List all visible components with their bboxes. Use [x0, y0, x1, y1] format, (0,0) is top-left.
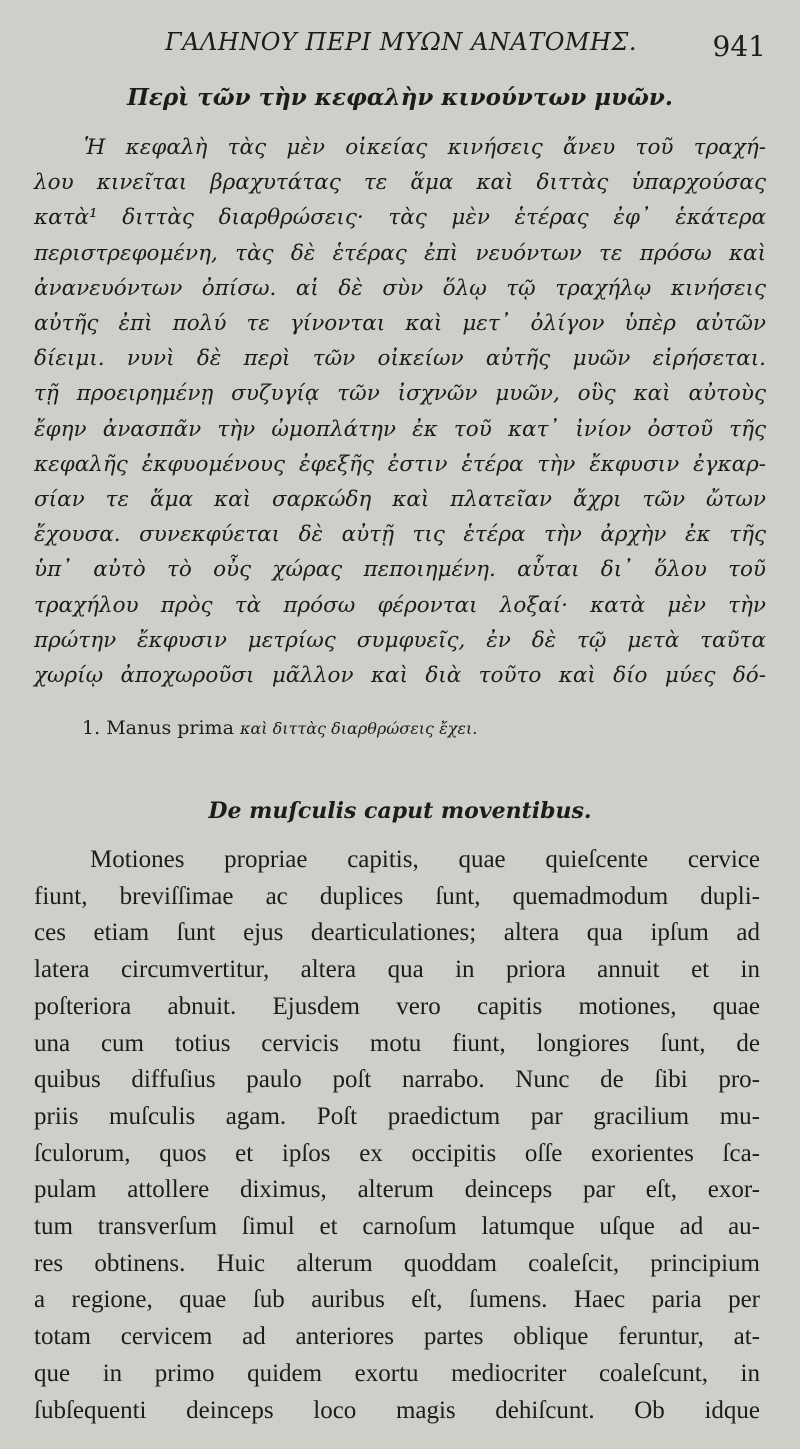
greek-line: δίειμι. νυνὶ δὲ περὶ τῶν οἰκείων αὐτῆς μυῶν εἰρήσεται.	[34, 346, 766, 372]
latin-line: que in primo quidem exortu mediocriter coaleſcunt, in	[34, 1359, 760, 1387]
greek-line: ἔχουσα. συνεκφύεται δὲ αὐτῇ τις ἑτέρα τὴν ἀρχὴν ἐκ τῆς	[34, 522, 766, 548]
latin-line: pulam attollere diximus, alterum deinceps par eſt, exor-	[34, 1176, 760, 1204]
latin-line: tum transverſum ſimul et carnoſum latumque uſque ad au-	[34, 1213, 760, 1241]
greek-line: χωρίῳ ἀποχωροῦσι μᾶλλον καὶ διὰ τοῦτο καὶ δίο μύες δό-	[34, 663, 766, 689]
greek-line: Ἡ κεφαλὴ τὰς μὲν οἰκείας κινήσεις ἄνευ τοῦ τραχή-	[84, 135, 766, 160]
footnote-greek: καὶ διττὰς διαρθρώσεις ἔχει.	[239, 719, 478, 738]
latin-text-block	[34, 842, 760, 1429]
footnote	[82, 717, 477, 739]
latin-line: ſculorum, quos et ipſos ex occipitis oſſe exorientes ſca-	[34, 1139, 760, 1167]
greek-line: ὑπ᾽ αὐτὸ τὸ οὖς χώρας πεποιημένη. αὗται δι᾽ ὅλου τοῦ	[34, 557, 766, 583]
latin-line: ſubſequenti deinceps loco magis dehiſcunt. Ob idque	[34, 1396, 760, 1424]
latin-line: a regione, quae ſub auribus eſt, ſumens. Haec paria per	[34, 1286, 760, 1314]
latin-line: una cum totius cervicis motu fiunt, longiores ſunt, de	[34, 1029, 760, 1057]
latin-line: quibus diffuſius paulo poſt narrabo. Nunc de ſibi pro-	[34, 1066, 760, 1094]
running-title: ΓΑΛΗΝΟΥ ΠΕΡΙ ΜΥΩΝ ΑΝΑΤΟΜΗΣ.	[165, 28, 637, 56]
greek-line: τῇ προειρημένῃ συζυγίᾳ τῶν ἰσχνῶν μυῶν, οὓς καὶ αὐτοὺς	[34, 381, 766, 407]
page-number: 941	[712, 30, 766, 63]
greek-line: ἔφην ἀνασπᾶν τὴν ὠμοπλάτην ἐκ τοῦ κατ᾽ ἰνίον ὀστοῦ τῆς	[34, 416, 766, 442]
footnote-marker: 1.	[82, 717, 101, 739]
greek-line: τραχήλου πρὸς τὰ πρόσω φέρονται λοξαί· κατὰ μὲν τὴν	[34, 592, 766, 618]
latin-line: fiunt, breviſſimae ac duplices ſunt, quemadmodum dupli-	[34, 882, 760, 910]
latin-line: poſteriora abnuit. Ejusdem vero capitis motiones, quae	[34, 992, 760, 1020]
greek-text-block	[34, 130, 766, 693]
greek-line: αὐτῆς ἐπὶ πολύ τε γίνονται καὶ μετ᾽ ὀλίγον ὑπὲρ αὐτῶν	[34, 311, 766, 337]
greek-line: ἀνανευόντων ὀπίσω. αἱ δὲ σὺν ὅλῳ τῷ τραχήλῳ κινήσεις	[34, 275, 766, 301]
latin-line: priis muſculis agam. Poſt praedictum par gracilium mu-	[34, 1102, 760, 1130]
greek-line: σίαν τε ἅμα καὶ σαρκώδη καὶ πλατεῖαν ἄχρι τῶν ὤτων	[34, 487, 766, 513]
latin-section-title: De muſculis caput moventibus.	[208, 798, 592, 824]
latin-line: totam cervicem ad anteriores partes oblique feruntur, at-	[34, 1323, 760, 1351]
latin-line: latera circumvertitur, altera qua in priora annuit et in	[34, 956, 760, 984]
greek-line: κεφαλῆς ἐκφυομένους ἐφεξῆς ἐστιν ἑτέρα τὴν ἔκφυσιν ἐγκαρ-	[34, 451, 766, 477]
greek-line: λου κινεῖται βραχυτάτας τε ἅμα καὶ διττὰς ὑπαρχούσας	[34, 170, 766, 196]
latin-line: Motiones propriae capitis, quae quieſcente cervice	[90, 846, 760, 873]
footnote-latin: Manus prima	[106, 717, 234, 739]
greek-line: πρώτην ἔκφυσιν μετρίως συμφυεῖς, ἐν δὲ τῷ μετὰ ταῦτα	[34, 627, 766, 653]
greek-section-title: Περὶ τῶν τὴν κεφαλὴν κινούντων μυῶν.	[127, 84, 673, 111]
latin-line: res obtinens. Huic alterum quoddam coaleſcit, principium	[34, 1249, 760, 1277]
greek-line: κατὰ¹ διττὰς διαρθρώσεις· τὰς μὲν ἑτέρας ἐφ᾽ ἑκάτερα	[34, 205, 766, 231]
latin-line: ces etiam ſunt ejus dearticulationes; altera qua ipſum ad	[34, 919, 760, 947]
greek-line: περιστρεφομένη, τὰς δὲ ἑτέρας ἐπὶ νευόντων τε πρόσω καὶ	[34, 240, 766, 266]
